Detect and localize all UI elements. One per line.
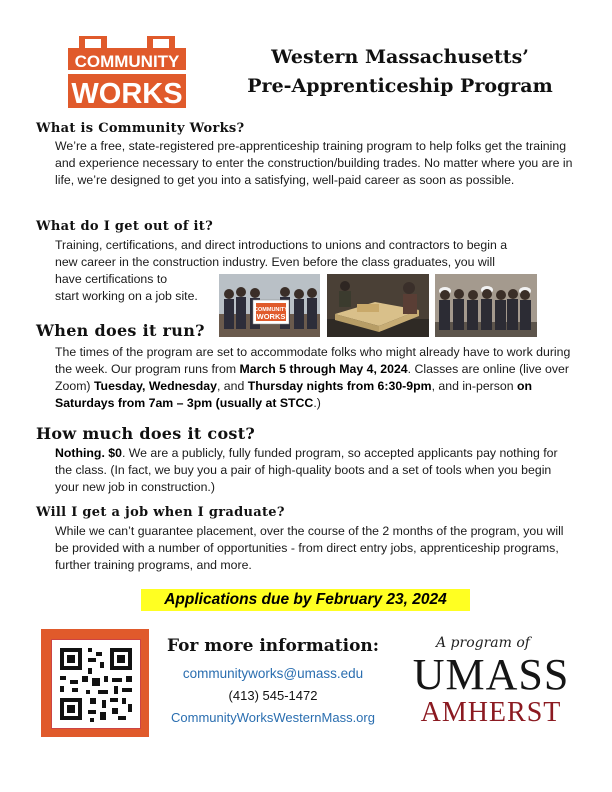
heading-cost: How much does it cost? [36, 424, 256, 443]
phone-number: (413) 545-1472 [228, 688, 318, 703]
logo-line1: COMMUNITY [74, 52, 180, 71]
body-what-is: We’re a free, state-registered pre-apprenticeship training program to help folks get the training and experience necessary to enter the construction/building trades. No matter where you are in life, we’re designed to get you into a satisfying, well-paid career as soon as possible. [55, 139, 573, 187]
body-get-out-line1: Training, certifications, and direct introductions to unions and contractors to begin a [55, 238, 508, 252]
qr-code-icon[interactable] [51, 639, 141, 729]
website-link[interactable]: CommunityWorksWesternMass.org [171, 710, 375, 725]
photo-workshop-build [327, 274, 429, 337]
community-works-logo [68, 36, 186, 108]
title-line2: Pre-Apprenticeship Program [247, 75, 553, 97]
program-of-label: A program of [436, 635, 530, 651]
body-job: While we can’t guarantee placement, over the course of the 2 months of the program, you will be provided with a number of opportunities - from direct entry jobs, apprenticeship programs, further training programs, and more. [55, 524, 564, 572]
heading-get-out: What do I get out of it? [36, 219, 213, 234]
sign-line1: COMMUNITY [254, 307, 288, 313]
sign-line2: WORKS [256, 312, 286, 321]
more-info-heading: For more information: [166, 636, 380, 656]
amherst-wordmark: AMHERST [420, 697, 562, 728]
body-get-out-line2: new career in the construction industry. Even before the class graduates, you will [55, 255, 495, 269]
title-line1: Western Massachusetts’ [271, 46, 529, 68]
photo-graduates-group [435, 274, 537, 337]
body-get-out-line3: have certifications to [55, 272, 168, 286]
qr-code-frame [41, 629, 149, 737]
body-cost: Nothing. $0. We are a publicly, fully funded program, so accepted applicants pay nothing for the class. (In fact, we buy you a pair of high-quality boots and a set of tools when you begin your new job in construction.) [55, 446, 558, 494]
umass-wordmark: UMASS [412, 650, 570, 699]
body-get-out-line4: start working on a job site. [55, 289, 198, 303]
heading-what-is: What is Community Works? [36, 121, 245, 136]
deadline-banner: Applications due by February 23, 2024 [141, 589, 470, 611]
logo-line2: WORKS [71, 78, 183, 108]
photo-group-with-sign [219, 274, 320, 337]
heading-job: Will I get a job when I graduate? [36, 505, 285, 520]
email-link[interactable]: communityworks@umass.edu [182, 666, 364, 681]
body-when: The times of the program are set to accommodate folks who might already have to work during the week. Our program runs from March 5 through May 4, 2024. Classes are online (live over Zoom) Tuesday, Wednesday, and Thursday nights from 6:30-9pm, and in-person on Saturdays from 7am – 3pm (usually at STCC.) [55, 345, 571, 410]
heading-when: When does it run? [36, 321, 205, 340]
